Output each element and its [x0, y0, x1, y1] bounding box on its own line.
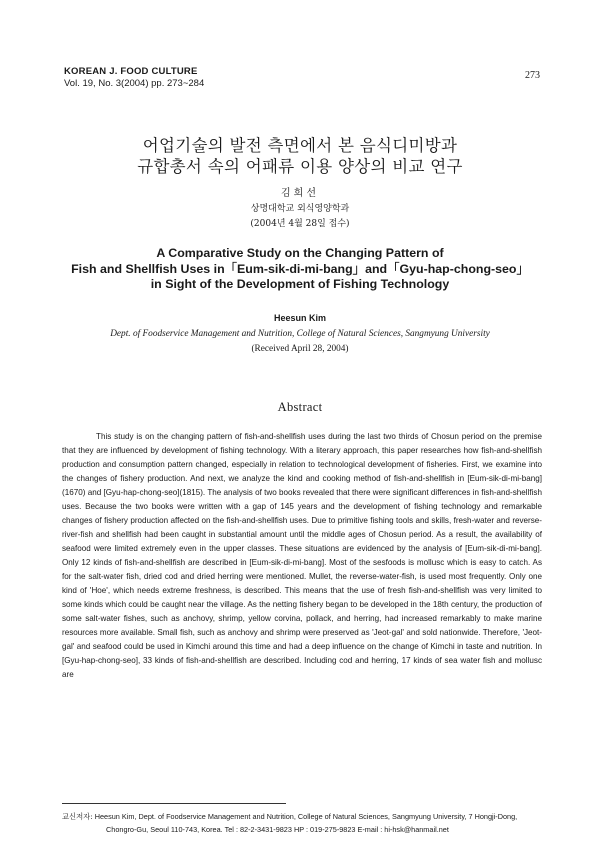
- footnote-divider: [62, 803, 286, 804]
- abstract-body: This study is on the changing pattern of fish-and-shellfish uses during the last two thirds of Chosun period on the premise that they are influenced by development of fishing technology. With a literary approach, this paper researches how fish-and-shellfish production and consumption pattern changed, especially in relation to technological development of fisheries. First, we examine into the changes of fishery production. And next, we analyze the kind and cooking method of fish-and-shellfish in [Eum-sik-di-mi-bang](1670) and [Gyu-hap-chong-seo](1815). The analysis of two books revealed that there were significant differences in fish-and-shellfish uses. Because the two books were written with a gap of 145 years and the development of fishing technology and remarkable changes of fishery production affected on the fish-and-shellfish uses. Due to primitive fishing tools and skills, fresh-water and reverse-river-fish and shellfish had been caught in substantial amount until the middle ages of Chosun period. As a result, the availability of seafood were limited extremely even in the upper classes. These situations are evidenced by the analysis of [Eum-sik-di-mi-bang]. Only 12 kinds of fish-and-shellfish are described in [Eum-sik-di-mi-bang]. Most of the sesfoods is mollusc which is easy to catch. As for the salt-water fish, dried cod and dried herring were mentioned. Mullet, the reverse-water-fish, is used most frequently. Only one kind of 'Hoe', which needs extreme freshness, is described. This means that the use of fresh fish-and-shellfish was very limited to some kinds which could be caught near the village. As the netting fishery began to be developed in the 18th century, the production of some salt-water fishes, such as anchovy, shrimp, yellow corvina, pollack, and herring, had increased remarkably to make marine resources more available. Small fish, such as anchovy and shrimp were preserved as 'Jeot-gal' and sold nationwide. Therefore, 'Jeot-gal' and seafood could be used in Kimchi around this time and had a deep influence on the change of Kimchi in taste and nutrition. In [Gyu-hap-chong-seo], 33 kinds of fish-and-shellfish are described. Including cod and herring, 17 kinds of sea water fish and mollusc are: [62, 432, 542, 679]
- corresponding-author-footnote: [62, 811, 542, 836]
- english-author: Heesun Kim: [273, 313, 326, 323]
- english-title-line: in Sight of the Development of Fishing Technology: [150, 277, 450, 291]
- english-title-line: Fish and Shellfish Uses in「Eum-sik-di-mi-bang」and「Gyu-hap-chong-seo」: [71, 261, 529, 276]
- korean-affiliation: 상명대학교 외식영양학과: [250, 204, 350, 214]
- page-number: 273: [525, 70, 540, 81]
- korean-received-date: (2004년 4월 28일 접수): [250, 219, 350, 229]
- english-title: [50, 246, 550, 293]
- korean-title-line: 어업기술의 발전 측면에서 본 음식디미방과: [142, 136, 458, 155]
- english-received-date: (Received April 28, 2004): [251, 344, 349, 354]
- journal-volume: Vol. 19, No. 3(2004) pp. 273~284: [64, 78, 205, 89]
- korean-author: 김희선: [281, 188, 319, 199]
- english-affiliation: Dept. of Foodservice Management and Nutrition, College of Natural Sciences, Sangmyung University: [110, 329, 490, 339]
- abstract-heading: Abstract: [277, 400, 323, 414]
- journal-name: KOREAN J. FOOD CULTURE: [64, 66, 198, 77]
- korean-title: [60, 135, 540, 177]
- footnote-label: 교신저자:: [62, 812, 93, 821]
- journal-header: [64, 66, 204, 90]
- footnote-line: Heesun Kim, Dept. of Foodservice Management and Nutrition, College of Natural Sciences, Sangmyung University, 7 Hongji-Dong,: [94, 812, 518, 821]
- english-title-line: A Comparative Study on the Changing Pattern of: [156, 246, 444, 260]
- footnote-line: Chongro-Gu, Seoul 110-743, Korea. Tel : 82-2-3431-9823 HP : 019-275-9823 E-mail : hi-hsk@hanmail.net: [106, 824, 449, 834]
- korean-title-line: 규합총서 속의 어패류 이용 양상의 비교 연구: [137, 157, 463, 176]
